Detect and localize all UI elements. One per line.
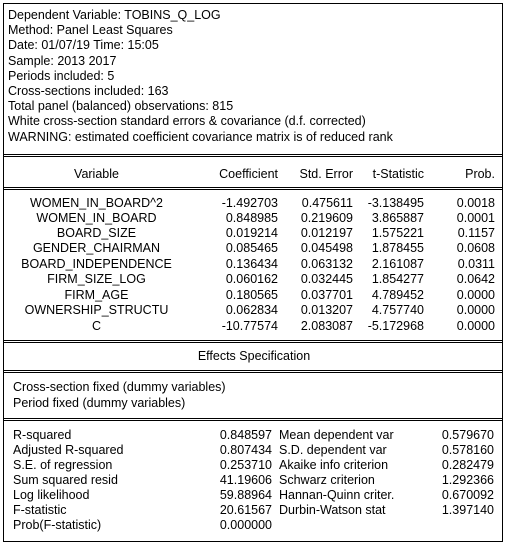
table-row <box>0 241 508 256</box>
col-prob: Prob. <box>465 167 495 181</box>
t-statistic-value: -5.172968 <box>367 319 424 333</box>
estimation-header <box>8 8 393 145</box>
header-cross-sections: Cross-sections included: 163 <box>8 84 169 99</box>
prob-value: 0.0000 <box>456 288 495 302</box>
table-row <box>0 303 508 318</box>
table-row <box>0 272 508 287</box>
header-date-time: Date: 01/07/19 Time: 15:05 <box>8 38 159 53</box>
stat-value: 1.292366 <box>441 473 494 487</box>
t-statistic-value: 4.757740 <box>371 303 424 317</box>
col-coefficient: Coefficient <box>219 167 278 181</box>
header-covariance-note: White cross-section standard errors & covariance (d.f. corrected) <box>8 114 366 129</box>
stat-label: Adjusted R-squared <box>13 443 124 457</box>
prob-value: 0.0608 <box>456 241 495 255</box>
effects-cross-section: Cross-section fixed (dummy variables) <box>13 380 226 394</box>
header-sample: Sample: 2013 2017 <box>8 53 117 68</box>
prob-value: 0.0001 <box>456 211 495 225</box>
stat-value: 0.848597 <box>219 428 272 442</box>
prob-value: 0.0642 <box>456 272 495 286</box>
coefficient-value: 0.136434 <box>225 257 278 271</box>
coefficient-value: 0.180565 <box>225 288 278 302</box>
std-error-value: 2.083087 <box>300 319 353 333</box>
stat-label: Schwarz criterion <box>279 473 375 487</box>
t-statistic-value: 4.789452 <box>371 288 424 302</box>
std-error-value: 0.063132 <box>300 257 353 271</box>
variable-name: OWNERSHIP_STRUCTU <box>24 303 169 317</box>
header-periods: Periods included: 5 <box>8 68 115 83</box>
variable-name: C <box>91 319 102 333</box>
effects-period: Period fixed (dummy variables) <box>13 396 186 410</box>
table-row <box>0 196 508 211</box>
std-error-value: 0.219609 <box>300 211 353 225</box>
header-warning: WARNING: estimated coefficient covariance matrix is of reduced rank <box>8 129 393 144</box>
coefficient-value: 0.060162 <box>225 272 278 286</box>
coefficient-table-separator <box>3 340 503 343</box>
coefficient-value: -10.77574 <box>221 319 278 333</box>
prob-value: 0.1157 <box>457 226 495 240</box>
stat-value: 1.397140 <box>441 503 494 517</box>
stat-label: Mean dependent var <box>279 428 394 442</box>
stat-label: Sum squared resid <box>13 473 118 487</box>
variable-name: BOARD_SIZE <box>56 226 137 240</box>
stat-label: S.E. of regression <box>13 458 113 472</box>
t-statistic-value: 2.161087 <box>371 257 424 271</box>
stat-value: 0.579670 <box>441 428 494 442</box>
stat-label: Log likelihood <box>13 488 90 502</box>
std-error-value: 0.037701 <box>300 288 353 302</box>
t-statistic-value: 1.575221 <box>371 226 424 240</box>
variable-name: FIRM_SIZE_LOG <box>47 272 146 286</box>
t-statistic-value: 1.854277 <box>371 272 424 286</box>
variable-name: WOMEN_IN_BOARD^2 <box>30 196 163 210</box>
variable-name: GENDER_CHAIRMAN <box>32 241 161 255</box>
coefficient-value: 0.062834 <box>225 303 278 317</box>
stat-value: 0.578160 <box>441 443 494 457</box>
stat-value: 59.88964 <box>219 488 272 502</box>
stat-value: 20.61567 <box>219 503 272 517</box>
stat-label: Prob(F-statistic) <box>13 518 102 532</box>
col-t-statistic: t-Statistic <box>372 167 424 181</box>
header-method: Method: Panel Least Squares <box>8 23 173 38</box>
col-std-error: Std. Error <box>299 167 353 181</box>
stat-value: 0.282479 <box>441 458 494 472</box>
coefficient-value: 0.019214 <box>225 226 278 240</box>
stat-label: R-squared <box>13 428 72 442</box>
effects-separator <box>3 418 503 421</box>
header-observations: Total panel (balanced) observations: 815 <box>8 99 234 114</box>
prob-value: 0.0000 <box>456 303 495 317</box>
coefficient-value: 0.085465 <box>225 241 278 255</box>
std-error-value: 0.032445 <box>300 272 353 286</box>
prob-value: 0.0311 <box>457 257 495 271</box>
prob-value: 0.0018 <box>456 196 495 210</box>
std-error-value: 0.012197 <box>300 226 353 240</box>
effects-specification-title: Effects Specification <box>197 349 311 363</box>
stat-label: Akaike info criterion <box>279 458 389 472</box>
t-statistic-value: 3.865887 <box>371 211 424 225</box>
coefficient-value: -1.492703 <box>221 196 278 210</box>
stat-value: 41.19606 <box>219 473 272 487</box>
variable-name: WOMEN_IN_BOARD <box>36 211 157 225</box>
column-header-separator <box>3 187 503 190</box>
header-dependent-variable: Dependent Variable: TOBINS_Q_LOG <box>8 8 221 22</box>
stat-label: F-statistic <box>13 503 67 517</box>
effects-title-separator <box>3 370 503 373</box>
table-row <box>0 226 508 241</box>
stat-value: 0.670092 <box>441 488 494 502</box>
table-row <box>0 211 508 226</box>
stat-label: S.D. dependent var <box>279 443 387 457</box>
variable-name: FIRM_AGE <box>64 288 129 302</box>
std-error-value: 0.475611 <box>301 196 353 210</box>
stat-label: Hannan-Quinn criter. <box>279 488 395 502</box>
std-error-value: 0.013207 <box>300 303 353 317</box>
stat-value: 0.807434 <box>219 443 272 457</box>
coefficient-table-header <box>0 167 508 182</box>
prob-value: 0.0000 <box>456 319 495 333</box>
stat-label: Durbin-Watson stat <box>279 503 386 517</box>
col-variable: Variable <box>74 167 119 181</box>
std-error-value: 0.045498 <box>300 241 353 255</box>
t-statistic-value: -3.138495 <box>367 196 424 210</box>
table-row <box>0 288 508 303</box>
header-separator <box>3 154 503 157</box>
stat-value: 0.253710 <box>219 458 272 472</box>
coefficient-value: 0.848985 <box>225 211 278 225</box>
t-statistic-value: 1.878455 <box>371 241 424 255</box>
stat-value: 0.000000 <box>219 518 272 532</box>
table-row <box>0 257 508 272</box>
table-row <box>0 319 508 334</box>
variable-name: BOARD_INDEPENDENCE <box>21 257 172 271</box>
